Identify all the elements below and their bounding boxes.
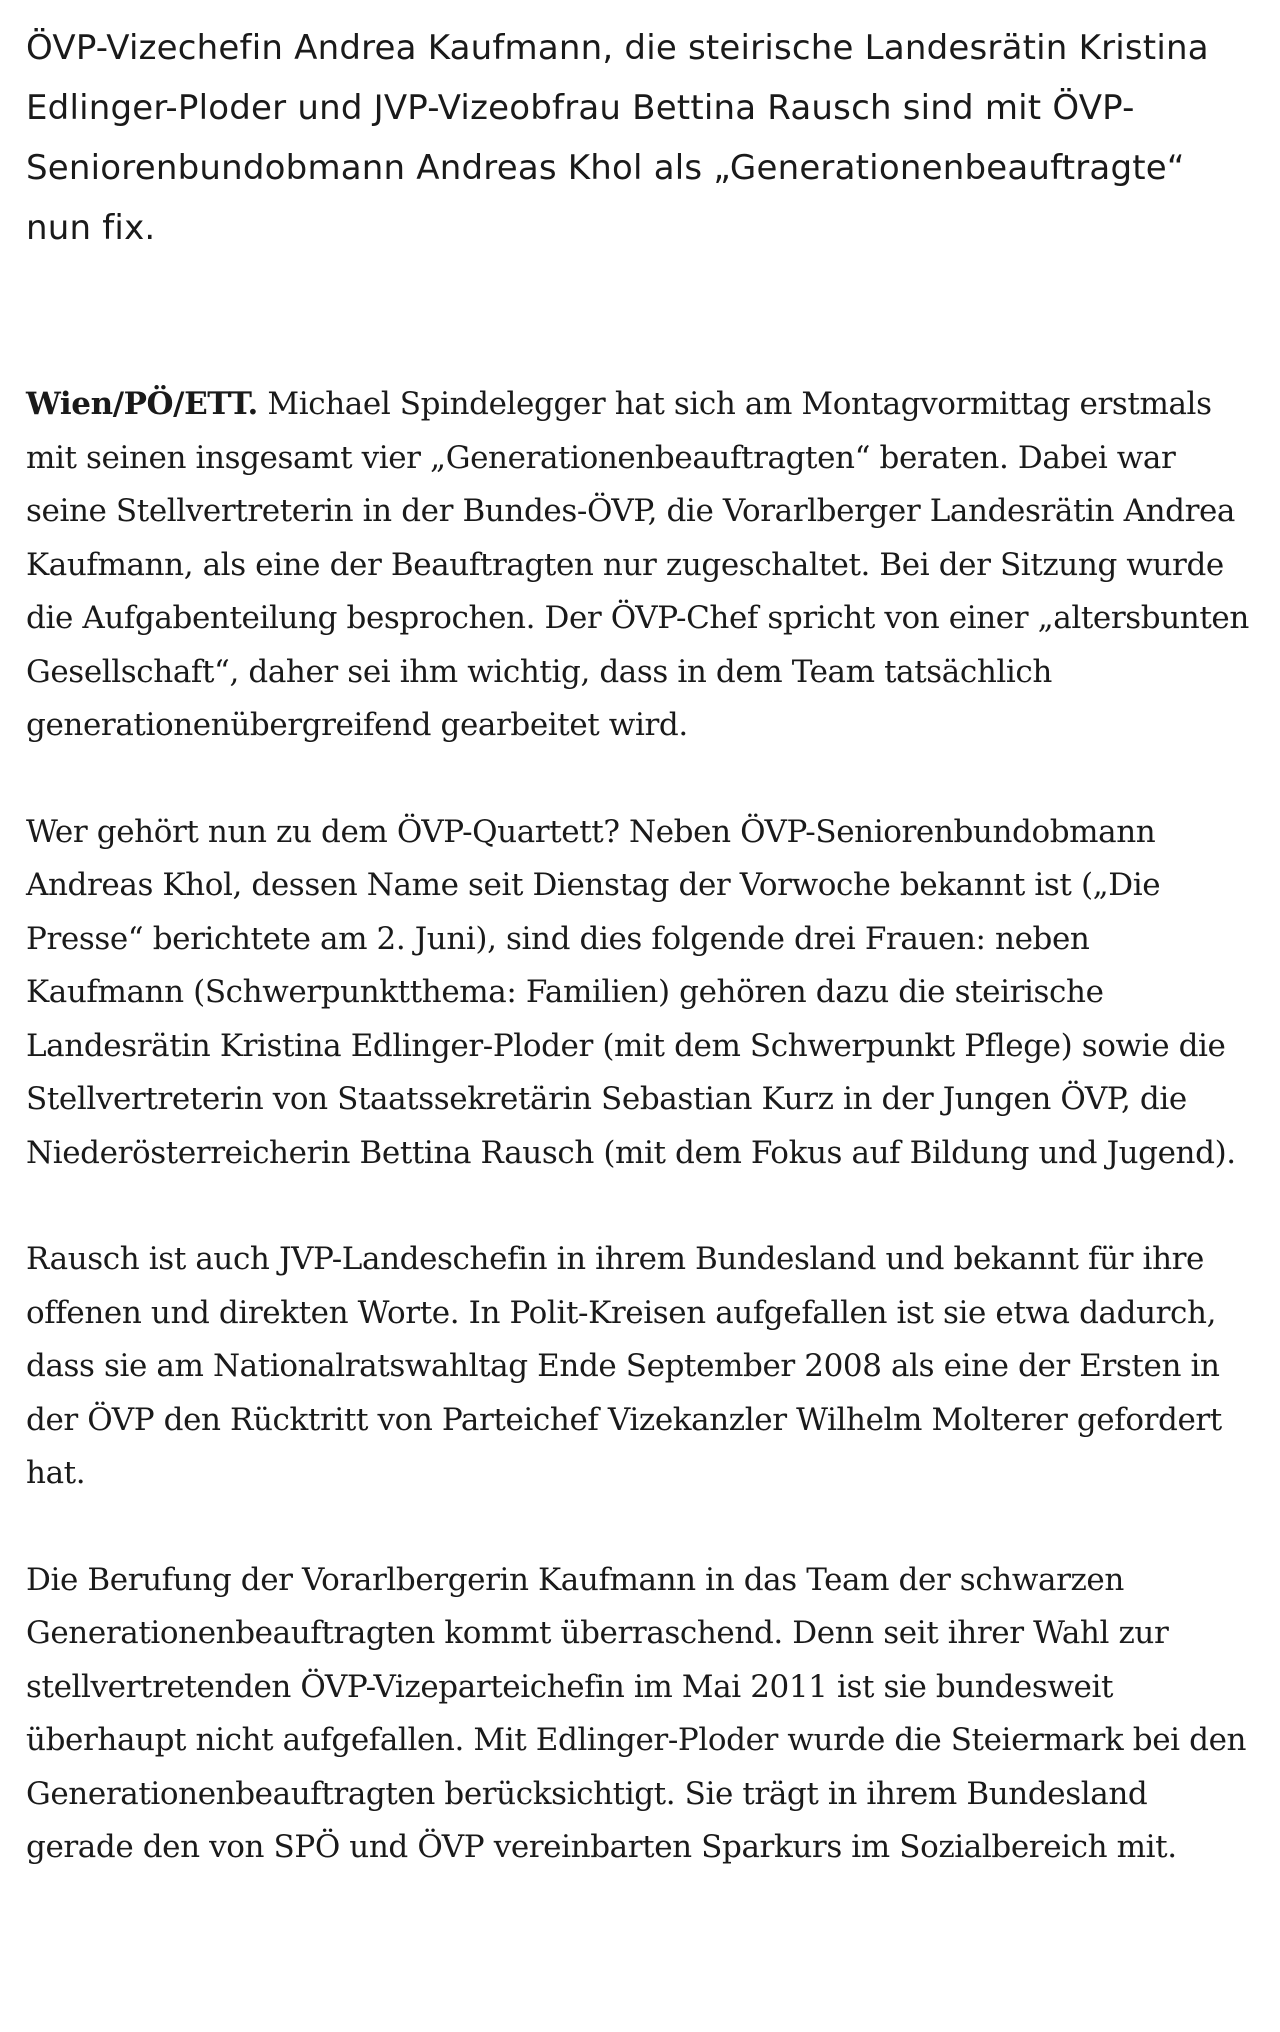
- article-paragraph-2: Wer gehört nun zu dem ÖVP-Quartett? Neben ÖVP-Seniorenbundobmann Andreas Khol, dessen Name seit Dienstag der Vorwoche bekannt ist („Die Presse“ berichtete am 2. Juni), sind dies folgende drei Frauen: neben Kaufmann (Schwerpunktthema: Familien) gehören dazu die steirische Landesrätin Kristina Edlinger-Ploder (mit dem Schwerpunkt Pflege) sowie die Stellvertreterin von Staatssekretärin Sebastian Kurz in der Jungen ÖVP, die Niederösterreicherin Bettina Rausch (mit dem Fokus auf Bildung und Jugend).: [26, 813, 1236, 1171]
- article-paragraph-4: Die Berufung der Vorarlbergerin Kaufmann in das Team der schwarzen Generationenbeauftragten kommt überraschend. Denn seit ihrer Wahl zur stellvertretenden ÖVP-Vizeparteichefin im Mai 2011 ist sie bundesweit überhaupt nicht aufgefallen. Mit Edlinger-Ploder wurde die Steiermark bei den Generationenbeauftragten berücksichtigt. Sie trägt in ihrem Bundesland gerade den von SPÖ und ÖVP vereinbarten Sparkurs im Sozialbereich mit.: [26, 1561, 1247, 1865]
- paragraph-text: Michael Spindelegger hat sich am Montagvormittag erstmals mit seinen insgesamt vier „Generationenbeauftragten“ beraten. Dabei war seine Stellvertreterin in der Bundes-ÖVP, die Vorarlberger Landesrätin Andrea Kaufmann, als eine der Beauftragten nur zugeschaltet. Bei der Sitzung wurde die Aufgabenteilung besprochen. Der ÖVP-Chef spricht von einer „altersbunten Gesellschaft“, daher sei ihm wichtig, dass in dem Team tatsächlich generationenübergreifend gearbeitet wird.: [26, 386, 1249, 743]
- article-lead: ÖVP-Vizechefin Andrea Kaufmann, die steirische Landesrätin Kristina Edlinger-Ploder und JVP-Vizeobfrau Bettina Rausch sind mit ÖVP-Seniorenbundobmann Andreas Khol als „Generationenbeauftragte“ nun fix.: [26, 28, 1209, 248]
- dateline: Wien/PÖ/ETT.: [26, 386, 258, 422]
- article-body: [26, 378, 1254, 1875]
- article-paragraph-1: [26, 378, 1254, 753]
- article-paragraph-3: Rausch ist auch JVP-Landeschefin in ihrem Bundesland und bekannt für ihre offenen und direkten Worte. In Polit-Kreisen aufgefallen ist sie etwa dadurch, dass sie am Nationalratswahltag Ende September 2008 als eine der Ersten in der ÖVP den Rücktritt von Parteichef Vizekanzler Wilhelm Molterer gefordert hat.: [26, 1241, 1222, 1491]
